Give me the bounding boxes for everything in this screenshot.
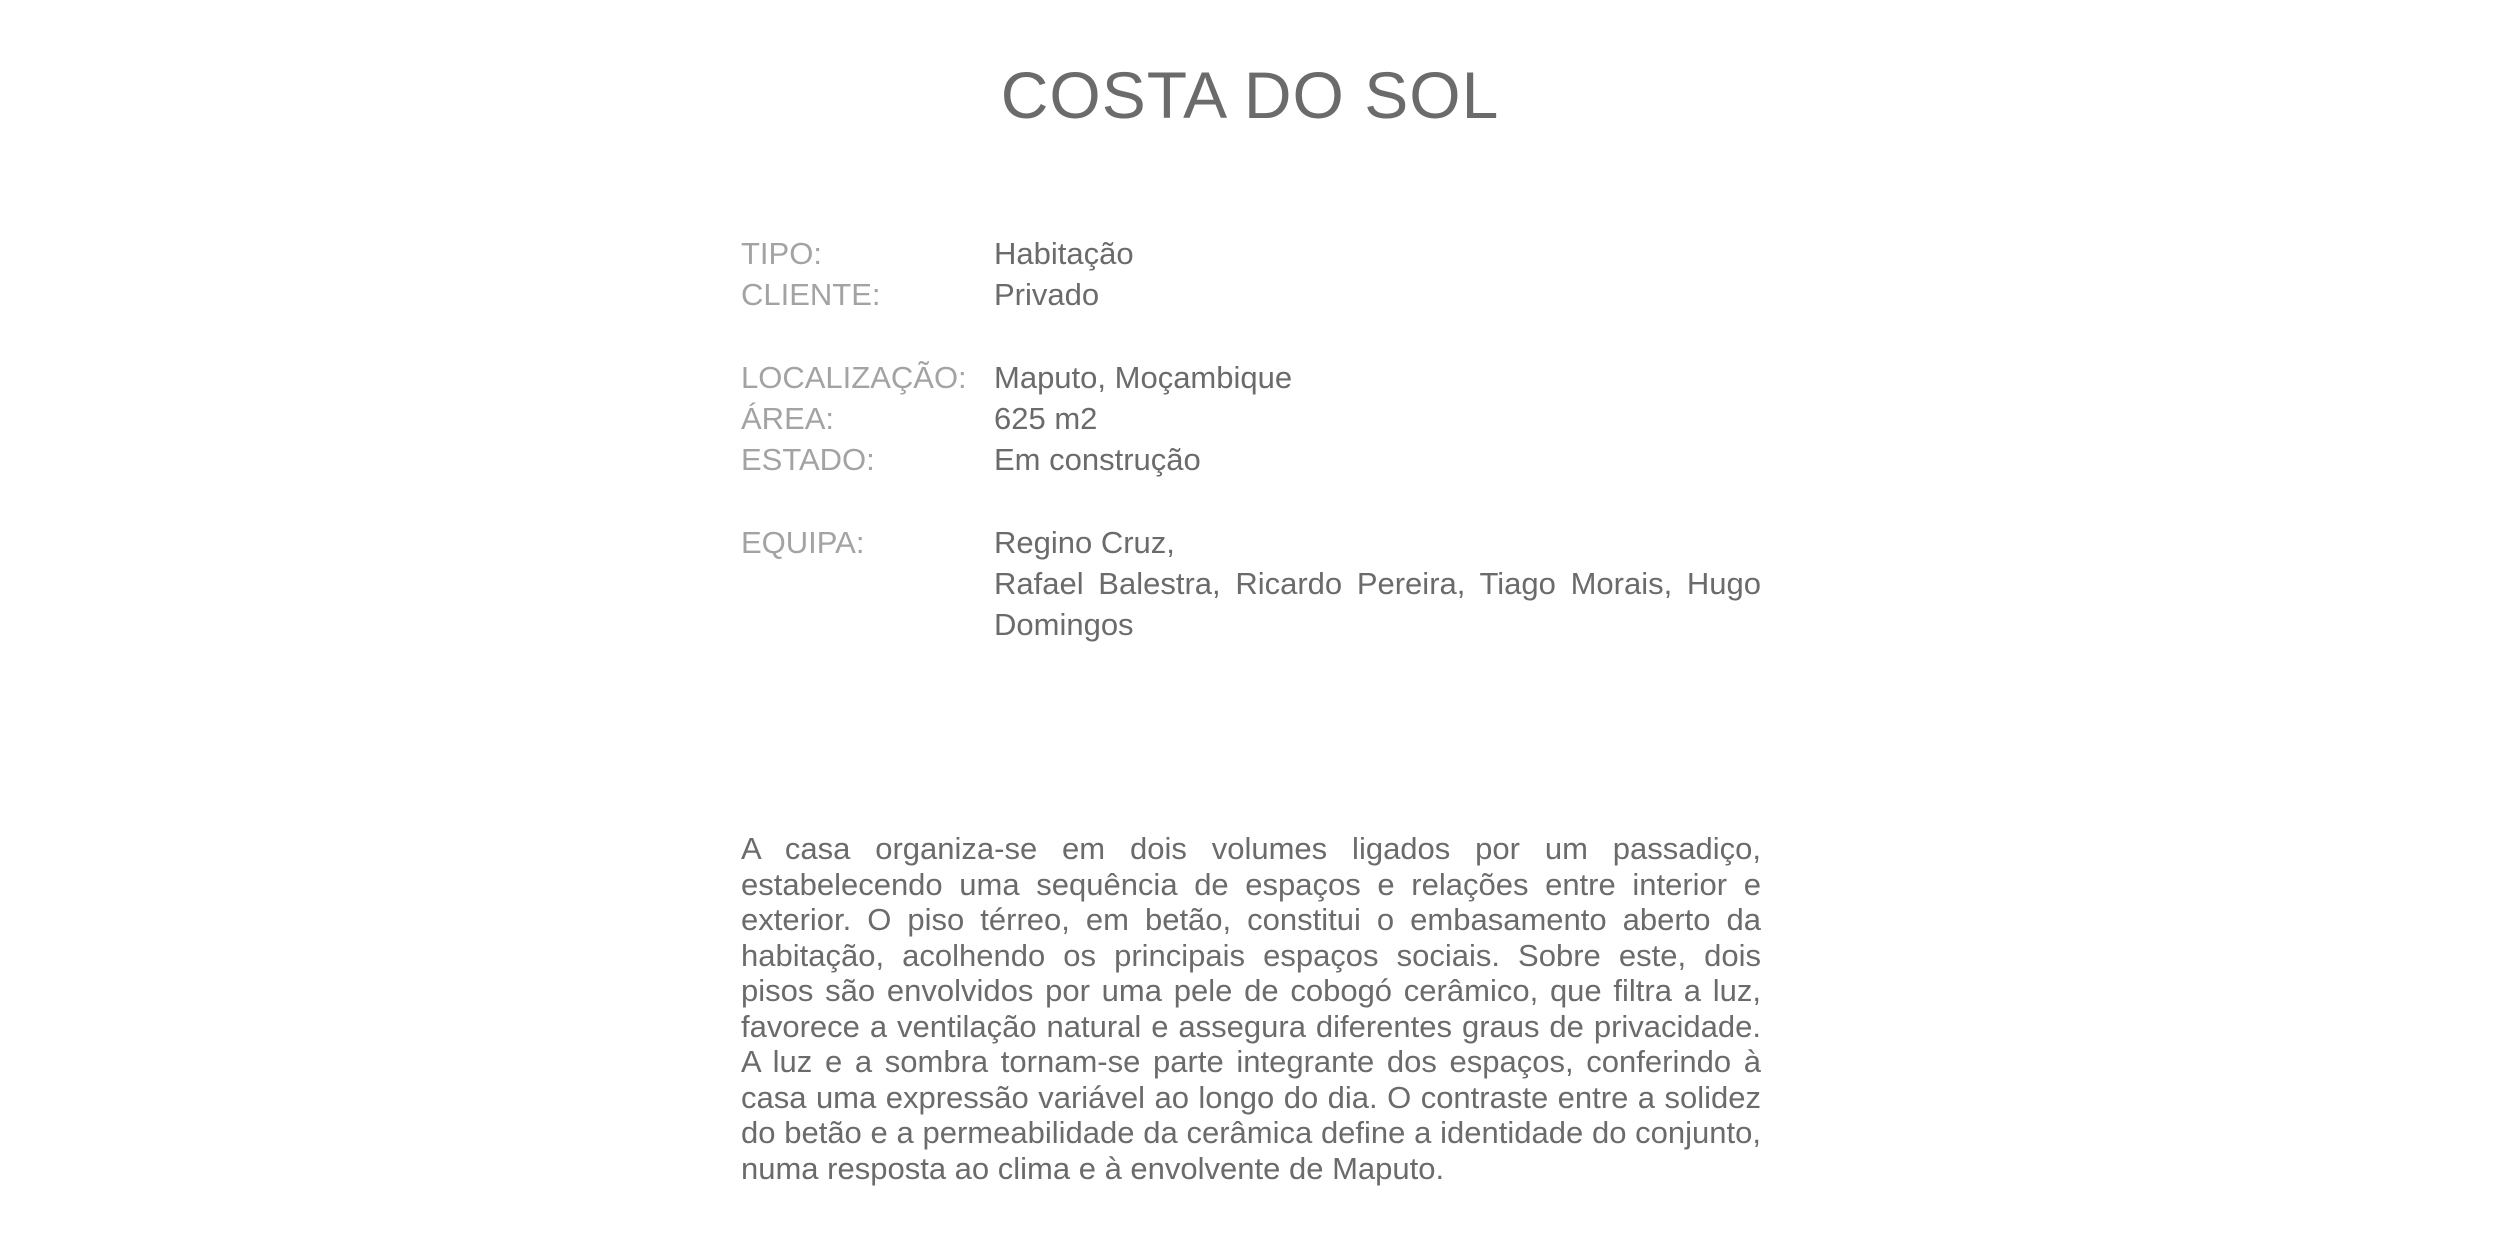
- detail-row-equipa: [741, 522, 1761, 645]
- detail-value-cliente: Privado: [994, 277, 1100, 312]
- detail-label-equipa: EQUIPA:: [741, 525, 865, 560]
- detail-label-cliente: CLIENTE:: [741, 277, 881, 312]
- detail-row-tipo: [741, 233, 1761, 274]
- detail-label-area: ÁREA:: [741, 401, 835, 436]
- detail-value-estado: Em construção: [994, 442, 1201, 477]
- detail-label-localizacao: LOCALIZAÇÃO:: [741, 360, 967, 395]
- detail-value-equipa: [994, 522, 1761, 645]
- project-details-group-3: [741, 522, 1761, 645]
- project-title: COSTA DO SOL: [1000, 58, 1500, 132]
- detail-label-tipo: TIPO:: [741, 236, 822, 271]
- detail-row-localizacao: [741, 357, 1761, 398]
- detail-label-estado: ESTADO:: [741, 442, 875, 477]
- detail-row-area: [741, 398, 1761, 439]
- detail-value-tipo: Habitação: [994, 236, 1134, 271]
- detail-value-area: 625 m2: [994, 401, 1098, 436]
- detail-row-cliente: [741, 274, 1761, 315]
- project-description: A casa organiza-se em dois volumes ligados por um passadiço, estabelecendo uma sequência de espaços e relações entre interior e exterior. O piso térreo, em betão, constitui o embasamento aberto da habitação, acolhendo os principais espaços sociais. Sobre este, dois pisos são envolvidos por uma pele de cobogó cerâmico, que filtra a luz, favorece a ventilação natural e assegura diferentes graus de privacidade. A luz e a sombra tornam-se parte integrante dos espaços, conferindo à casa uma expressão variável ao longo do dia. O contraste entre a solidez do betão e a permeabilidade da cerâmica define a identidade do conjunto, numa resposta ao clima e à envolvente de Maputo.: [741, 831, 1761, 1186]
- project-details-group-1: [741, 233, 1761, 315]
- detail-value-localizacao: Maputo, Moçambique: [994, 360, 1293, 395]
- team-lead: Regino Cruz,: [994, 525, 1175, 560]
- team-members: Rafael Balestra, Ricardo Pereira, Tiago Morais, Hugo Domingos: [994, 566, 1761, 642]
- project-details-group-2: [741, 357, 1761, 480]
- detail-row-estado: [741, 439, 1761, 480]
